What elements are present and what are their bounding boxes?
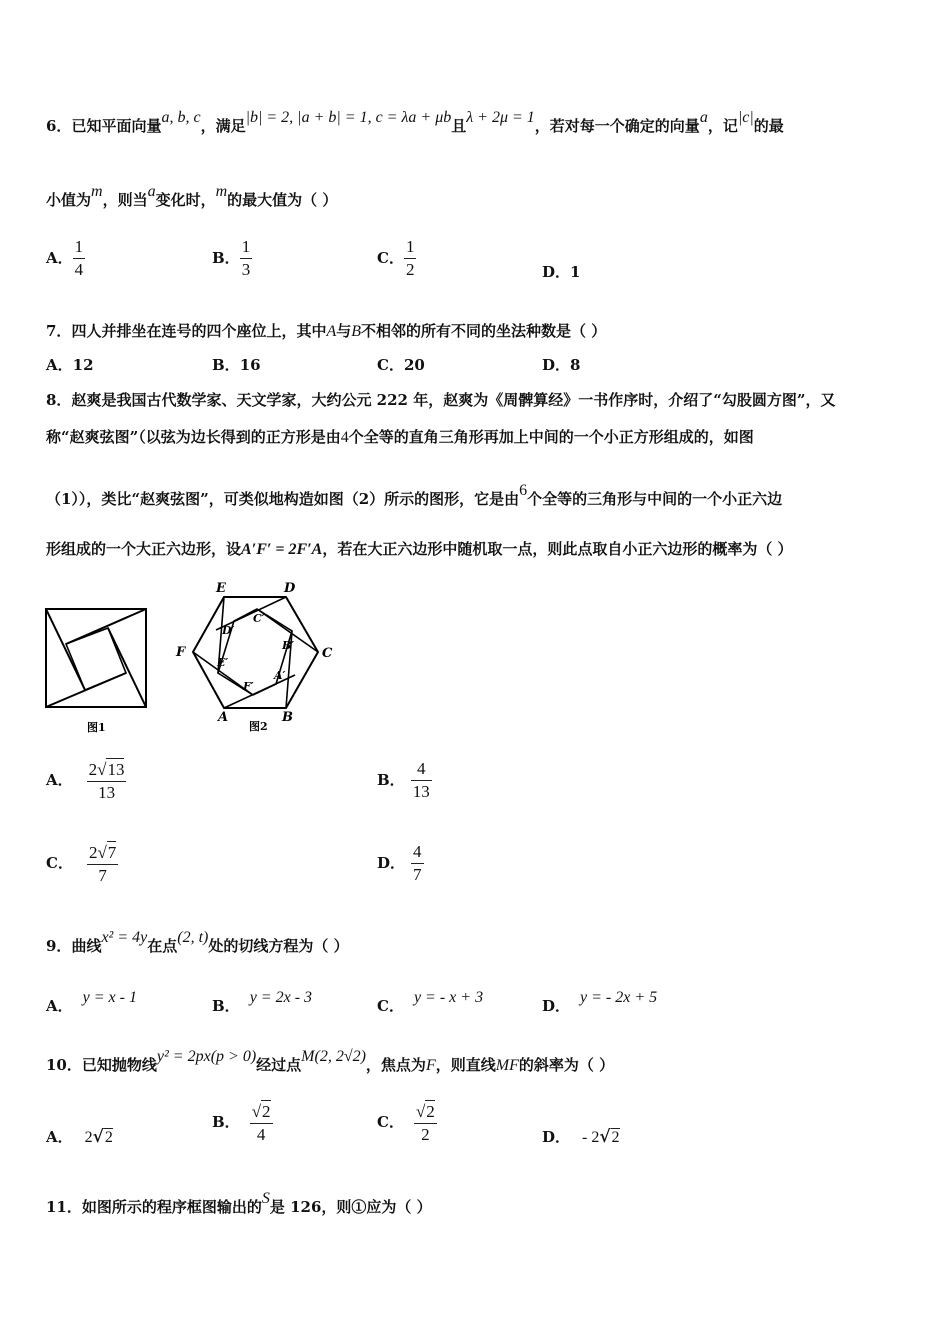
q9-option-c[interactable]: C． y = - x + 3 [377, 989, 484, 1015]
radical-sign: √ [97, 843, 107, 862]
q8-option-d[interactable]: D． $\frac{4}{7}$ [377, 842, 422, 884]
q8-line4: 形组成的一个大正六边形，设A′F′ = 2F′A，若在大正六边形中随机取一点，则此点取自小正六边形的概率为（ ） [46, 540, 793, 558]
fraction: $\frac{4}{13}$ [412, 759, 430, 801]
q7-option-a[interactable]: A．12 [46, 356, 94, 374]
vertex-label-a-prime: A′ [274, 669, 286, 682]
vertex-label-a: A [218, 710, 229, 725]
q10-stem: 10．已知抛物线y² = 2px(p > 0)经过点M(2, 2√2)，焦点为F，则直线MF的斜率为（ ） [46, 1048, 615, 1074]
vertex-label-f: F [176, 645, 186, 660]
outer-square [46, 609, 146, 707]
fraction: $\frac{2√7}{7}$ [88, 843, 117, 885]
q6-line2: 小值为m，则当a变化时，m的最大值为（ ） [46, 183, 338, 209]
fraction: $\frac{1}{4}$ [74, 237, 84, 279]
q6-option-c[interactable]: C． $\frac{1}{2}$ [377, 237, 415, 279]
q8-line1: 8．赵爽是我国古代数学家、天文学家，大约公元 222 年，赵爽为《周髀算经》一书作序时，介绍了“勾股圆方图”，又 [46, 391, 836, 409]
figure-1-caption: 图1 [87, 721, 106, 734]
vertex-label-c: C [322, 646, 333, 661]
vertex-label-e: E [216, 581, 226, 596]
radical-sign: √ [415, 1102, 426, 1121]
fraction: $\frac{1}{2}$ [405, 237, 415, 279]
fraction: $\frac{1}{3}$ [241, 237, 251, 279]
fraction: $\frac{√2}{4}$ [251, 1102, 271, 1144]
inner-square [66, 628, 126, 690]
radical-sign: √ [97, 760, 107, 779]
q7-option-b[interactable]: B．16 [212, 356, 261, 374]
q10-option-c[interactable]: C． $\frac{√2}{2}$ [377, 1102, 435, 1144]
q9-option-a[interactable]: A． y = x - 1 [46, 989, 137, 1015]
q9-option-d[interactable]: D． y = - 2x + 5 [542, 989, 658, 1015]
vertex-label-f-prime: F′ [243, 680, 254, 693]
q8-line3: （1）），类比“赵爽弦图”，可类似地构造如图（2）所示的图形，它是由6个全等的三角形与中间的一个小正六边 [46, 482, 783, 508]
q9-stem: 9．曲线x² = 4y在点(2, t)处的切线方程为（ ） [46, 929, 349, 955]
q10-option-d[interactable]: D． - 2√2 [542, 1127, 620, 1147]
vertex-label-d: D [284, 581, 296, 596]
fraction: $\frac{√2}{2}$ [415, 1102, 435, 1144]
q6-option-a[interactable]: A． $\frac{1}{4}$ [46, 237, 84, 279]
vertex-label-c-prime: C′ [253, 612, 265, 625]
vertex-label-e-prime: E′ [217, 656, 229, 669]
q8-line2: 称“赵爽弦图”（以弦为边长得到的正方形是由4个全等的直角三角形再加上中间的一个小正方形组成的，如图 [46, 428, 754, 446]
radical-sign: √ [251, 1102, 262, 1121]
q11-stem: 11．如图所示的程序框图输出的S是 126，则①应为（ ） [46, 1190, 432, 1216]
radical-sign: √ [599, 1127, 611, 1147]
q7-stem: 7．四人并排坐在连号的四个座位上，其中A与B不相邻的所有不同的坐法种数是（ ） [46, 322, 607, 340]
vertex-label-b-prime: B′ [282, 639, 295, 652]
q10-option-a[interactable]: A． 2√2 [46, 1127, 113, 1147]
q7-option-d[interactable]: D．8 [542, 356, 581, 374]
figure-2-hexagon-diagram [170, 575, 340, 740]
triangle-edge [108, 628, 146, 707]
fraction: $\frac{2√13}{13}$ [88, 760, 125, 802]
fraction: $\frac{4}{7}$ [413, 842, 422, 884]
q9-option-b[interactable]: B． y = 2x - 3 [212, 989, 313, 1015]
figure-2-caption: 图2 [249, 720, 268, 733]
vertex-label-b: B [282, 710, 293, 725]
figure-1-zhao-shuang-diagram [40, 600, 155, 740]
q6-line1: 6．已知平面向量a, b, c，满足|b| = 2, |a + b| = 1, c = λa + μb且λ + 2μ = 1，若对每一个确定的向量a，记|c|的最 [46, 109, 784, 135]
q6-option-d[interactable]: D．1 [542, 263, 581, 281]
radical-sign: √ [92, 1127, 104, 1147]
q8-option-b[interactable]: B． $\frac{4}{13}$ [377, 759, 430, 801]
q7-option-c[interactable]: C．20 [377, 356, 425, 374]
q8-option-a[interactable]: A． $\frac{2√13}{13}$ [46, 760, 125, 802]
q10-option-b[interactable]: B． $\frac{√2}{4}$ [212, 1102, 271, 1144]
q8-option-c[interactable]: C． $\frac{2√7}{7}$ [46, 843, 117, 885]
q6-option-b[interactable]: B． $\frac{1}{3}$ [212, 237, 251, 279]
vertex-label-d-prime: D′ [222, 624, 235, 637]
